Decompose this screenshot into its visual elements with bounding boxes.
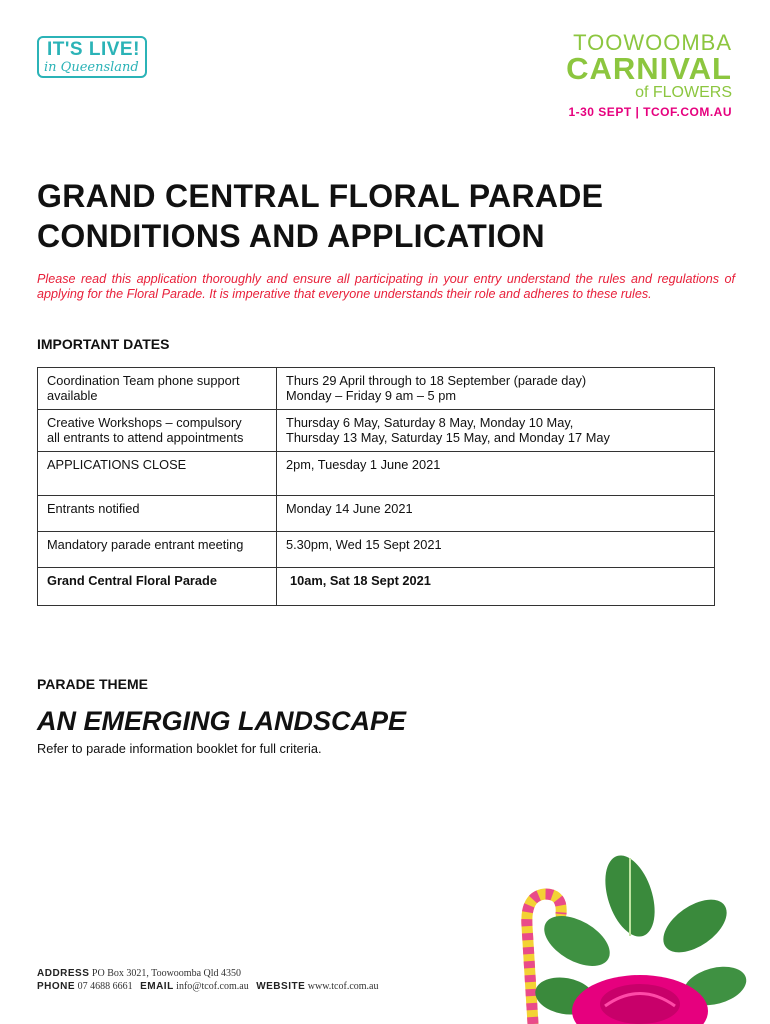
its-live-text: IT'S LIVE! xyxy=(47,39,140,60)
carnival-logo-line2: CARNIVAL xyxy=(566,51,732,86)
date-value-cell xyxy=(277,532,715,568)
date-value: Thurs 29 April through to 18 September (parade day) xyxy=(286,373,587,388)
date-label: APPLICATIONS CLOSE xyxy=(47,457,187,472)
in-queensland-text: in Queensland xyxy=(44,60,139,75)
title-line-1: GRAND CENTRAL FLORAL PARADE xyxy=(37,178,604,214)
date-label-cell xyxy=(38,496,277,532)
carnival-of-flowers-logo xyxy=(532,32,732,119)
date-value-cell xyxy=(277,410,715,452)
table-row xyxy=(38,410,715,452)
date-value: 5.30pm, Wed 15 Sept 2021 xyxy=(286,537,442,552)
date-value: Thursday 13 May, Saturday 15 May, and Monday 17 May xyxy=(286,430,610,445)
date-value: Monday 14 June 2021 xyxy=(286,501,413,516)
address-value: PO Box 3021, Toowoomba Qld 4350 xyxy=(91,968,242,979)
date-label: Mandatory parade entrant meeting xyxy=(47,537,244,552)
date-value: Thursday 6 May, Saturday 8 May, Monday 10 May, xyxy=(286,415,574,430)
theme-subtext: Refer to parade information booklet for full criteria. xyxy=(37,741,322,756)
date-label: Entrants notified xyxy=(47,501,140,516)
important-dates-table xyxy=(37,367,715,606)
table-row xyxy=(38,568,715,606)
table-row xyxy=(38,368,715,410)
date-label-cell xyxy=(38,410,277,452)
date-value: 10am, Sat 18 Sept 2021 xyxy=(290,573,431,588)
date-value-cell xyxy=(277,568,715,606)
parade-theme-heading: PARADE THEME xyxy=(37,676,148,692)
date-value: 2pm, Tuesday 1 June 2021 xyxy=(286,457,441,472)
date-label-cell xyxy=(38,368,277,410)
date-value-cell xyxy=(277,368,715,410)
intro-notice: Please read this application thoroughly and ensure all participating in your entry understand the rules and regulations of applying for the Floral Parade. It is imperative that everyone understands their role and adheres to these rules. xyxy=(37,272,735,301)
date-label-cell xyxy=(38,452,277,496)
title-line-2: CONDITIONS AND APPLICATION xyxy=(37,218,545,254)
date-label: Creative Workshops – compulsory xyxy=(47,415,242,430)
email-label: EMAIL xyxy=(140,981,174,992)
carnival-logo-line4: 1-30 SEPT | TCOF.COM.AU xyxy=(568,105,732,119)
its-live-logo xyxy=(37,36,147,78)
address-label: ADDRESS xyxy=(37,968,90,979)
date-label: Grand Central Floral Parade xyxy=(47,573,217,588)
leaf-shape xyxy=(654,889,736,963)
website-link[interactable]: www.tcof.com.au xyxy=(307,981,379,992)
date-label-cell xyxy=(38,568,277,606)
website-label: WEBSITE xyxy=(256,981,306,992)
carnival-logo-line1: TOOWOOMBA xyxy=(573,30,732,55)
table-row xyxy=(38,496,715,532)
date-value-cell xyxy=(277,452,715,496)
date-label-cell xyxy=(38,532,277,568)
footer-address xyxy=(37,968,241,979)
date-label: all entrants to attend appointments xyxy=(47,430,244,445)
carnival-logo-line3: of FLOWERS xyxy=(635,84,732,101)
leaf-shape xyxy=(536,906,618,977)
table-row xyxy=(38,452,715,496)
important-dates-heading: IMPORTANT DATES xyxy=(37,336,170,352)
page-title xyxy=(37,176,737,256)
phone-value: 07 4688 6661 xyxy=(77,981,133,992)
email-link[interactable]: info@tcof.com.au xyxy=(176,981,249,992)
theme-title: AN EMERGING LANDSCAPE xyxy=(37,706,407,736)
date-label: Coordination Team phone support xyxy=(47,373,240,388)
table-row xyxy=(38,532,715,568)
date-label: available xyxy=(47,388,98,403)
rose-center xyxy=(600,984,680,1024)
flower-illustration xyxy=(505,846,770,1024)
date-value: Monday – Friday 9 am – 5 pm xyxy=(286,388,456,403)
date-value-cell xyxy=(277,496,715,532)
footer-contacts xyxy=(37,981,378,992)
phone-label: PHONE xyxy=(37,981,76,992)
